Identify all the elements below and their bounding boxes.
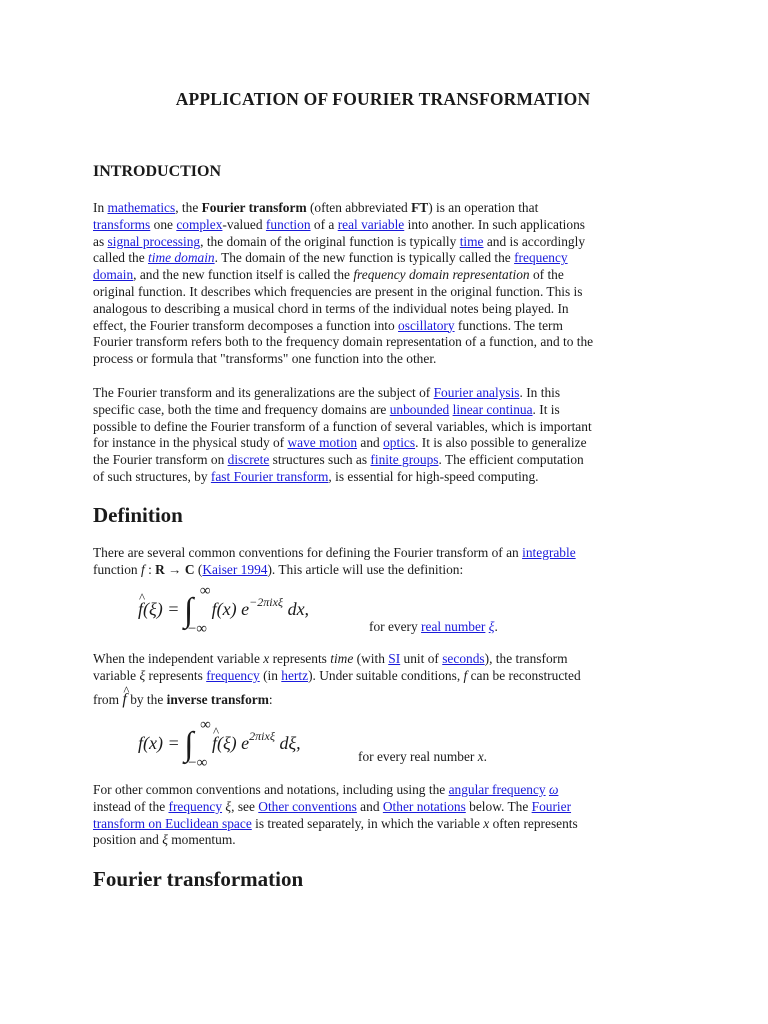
link-linear-continua[interactable]: linear continua [452,401,533,417]
link-signal-processing[interactable]: signal processing [107,233,201,249]
link-hertz[interactable]: hertz [281,667,309,683]
link-complex[interactable]: complex [176,216,223,232]
link-seconds[interactable]: seconds [442,651,485,666]
link-si[interactable]: SI [388,651,401,666]
link-time-domain[interactable]: time domain [148,250,215,266]
link-real-number[interactable]: real number [421,619,486,634]
link-angular-frequency[interactable]: angular frequency [448,782,546,797]
link-integrable[interactable]: integrable [522,545,576,560]
fourier-transformation-heading: Fourier transformation [93,867,304,891]
link-mathematics[interactable]: mathematics [107,200,176,215]
link-real-variable[interactable]: real variable [337,216,405,232]
link-function[interactable]: function [265,216,311,232]
fourier-transform-formula: ^ f(ξ) = ∫ ∞ −∞ f(x) $e^{-2\pi ix\xi}$ dx, [138,594,309,628]
link-unbounded[interactable]: unbounded [389,401,450,417]
link-fourier-analysis[interactable]: Fourier analysis [433,385,520,400]
conventions-paragraph: For other common conventions and notations, including using the angular frequency ω instead of the frequency ξ, see Other conventions and Other notations below. The Fourier transform on Euclidean space is treated separately, in which the variable x often represents position and ξ momentum. [93,782,578,848]
document-title: APPLICATION OF FOURIER TRANSFORMATION [175,89,591,109]
link-finite-groups[interactable]: finite groups [370,452,439,468]
link-optics[interactable]: optics [383,435,416,451]
intro-paragraph-1: In mathematics, the Fourier transform (often abbreviated FT) is an operation that transforms one complex-valued function of a real variable into another. In such applications as signal processing, the domain of the original function is typically time and is accordingly called the time domain. The domain of the new function is typically called the frequency domain, and the new function itself is called the frequency domain representation of the original function. It describes which frequencies are present in the original function. This is analogous to describing a musical chord in terms of the individual notes being played. In effect, the Fourier transform decomposes a function into oscillatory functions. The term Fourier transform refers both to the frequency domain representation of a function, and to the process or formula that "transforms" one function into the other. [93,200,594,367]
link-fourier-euclidean-2[interactable]: transform on Euclidean space [93,815,252,831]
link-wave-motion[interactable]: wave motion [287,435,358,451]
link-frequency[interactable]: frequency [206,667,260,683]
link-transforms[interactable]: transforms [93,216,151,232]
link-frequency-domain-1[interactable]: frequency [514,250,568,266]
link-time[interactable]: time [459,233,484,249]
introduction-heading: INTRODUCTION [93,163,222,180]
link-fast-fourier-transform[interactable]: fast Fourier transform [210,468,329,484]
link-fourier-euclidean-1[interactable]: Fourier [531,798,572,814]
link-oscillatory[interactable]: oscillatory [398,317,455,333]
link-kaiser-1994[interactable]: Kaiser 1994 [202,561,268,577]
link-frequency-2[interactable]: frequency [168,798,223,814]
link-frequency-domain-2[interactable]: domain [93,267,134,283]
link-discrete[interactable]: discrete [227,452,270,468]
intro-paragraph-2: The Fourier transform and its generalizations are the subject of Fourier analysis. In this specific case, both the time and frequency domains are unbounded linear continua. It is possible to define the Fourier transform of a function of several variables, which is important for instance in the physical study of wave motion and optics. It is also possible to generalize the Fourier transform on discrete structures such as finite groups. The efficient computation of such structures, by fast Fourier transform, is essential for high-speed computing. [93,385,592,484]
definition-heading: Definition [93,503,183,527]
inverse-transform-formula: f(x) = ∫ ∞ −∞ ^ f(ξ) $e^{2\pi ix\xi}$ dξ, [138,728,301,762]
link-other-conventions[interactable]: Other conventions [258,798,357,814]
inverse-paragraph: When the independent variable x represents time (with SI unit of seconds), the transform variable ξ represents frequency (in hertz). Under suitable conditions, f can be reconstructed from ^ f by the inverse transform: [93,651,671,708]
definition-paragraph: There are several common conventions for defining the Fourier transform of an integrable function f : R → C (Kaiser 1994). This article will use the definition: [93,545,576,577]
formula2-note: for every real number x. [358,749,488,764]
formula1-note: for every real number ξ. [369,619,498,634]
link-other-notations[interactable]: Other notations [382,798,466,814]
